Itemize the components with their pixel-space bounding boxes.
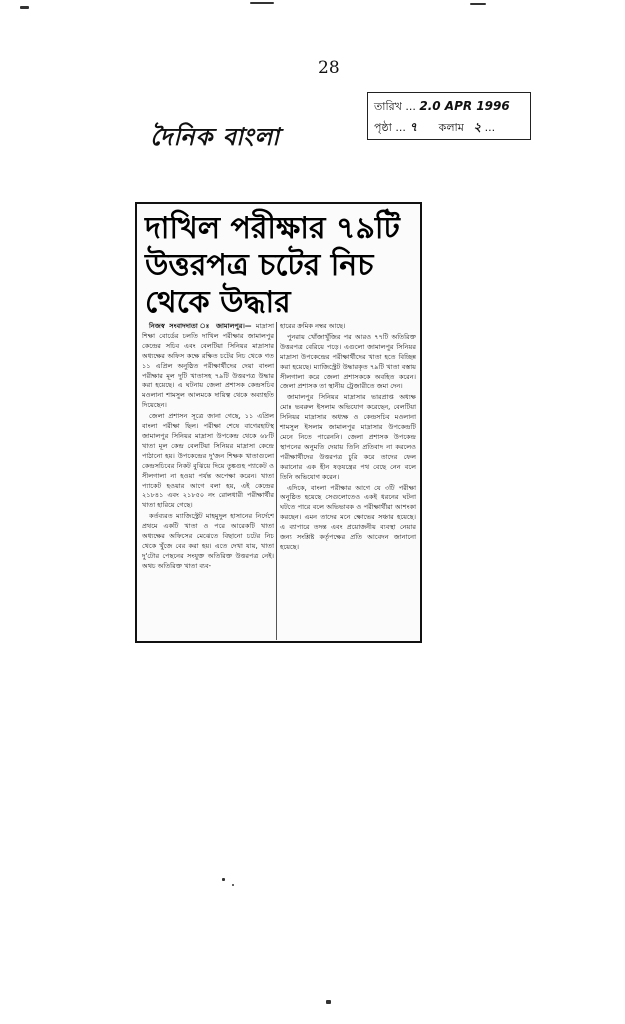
- stamp-page-label: পৃষ্ঠা: [374, 121, 392, 134]
- article-paragraph: এদিকে, বাংলা পরীক্ষার আগে যে ৩টি পরীক্ষা অনুষ্ঠিত হয়েছে সেগুলোতেও একই ধরনের ঘটনা ঘটতে পারে বলে অভিভাবক ও পরীক্ষার্থীরা আশংকা করছেন। এমন তাদের মনে ক্ষোভের সঞ্চার হয়েছে। এ ব্যাপারে তদন্ত এবং প্রয়োজনীয় ব্যবস্থা নেয়ার জন্য সংশ্লিষ্ট কর্তৃপক্ষের প্রতি আবেদন জানানো হয়েছে।: [280, 483, 416, 551]
- stamp-column-value: ২: [473, 120, 482, 134]
- scan-speck: [470, 3, 486, 5]
- scan-speck: [326, 1000, 331, 1004]
- article-paragraph-text: মাদ্রাসা শিক্ষা বোর্ডের চলতি দাখিল পরীক্ষার জামালপুর কেন্দ্রের সচিব এবং বেলটিয়া সিনিয়র মাদ্রাসার অধ্যক্ষের অফিস কক্ষে রক্ষিত চটের নিচ থেকে গত ১১ এপ্রিল অনুষ্ঠিত পরীক্ষার্থীদের দেয়া বাংলা পরীক্ষার মূল দুটি খাতাসহ ৭৯টি উত্তরপত্র উদ্ধার করা হয়েছে। এ ঘটনায় জেলা প্রশাসক কেন্দ্রসচিব মওলানা শামসুল আলমকে দায়িত্ব থেকে অব্যাহতি দিয়েছেন।: [142, 322, 274, 410]
- article-paragraph: [142, 322, 274, 411]
- headline-line: দাখিল পরীক্ষার ৭৯টি: [145, 211, 400, 246]
- stamp-date-line: তারিখ ... 2.0 APR 1996: [374, 99, 510, 113]
- article-dateline: নিজস্ব সংবাদদাতা ঃ জামালপুর।—: [149, 322, 252, 330]
- scan-speck: [232, 884, 234, 886]
- article-column-left: [142, 322, 274, 573]
- news-clipping: [135, 202, 422, 643]
- stamp-date-value: 2.0 APR 1996: [419, 99, 510, 113]
- article-paragraph: জামালপুর সিনিয়র মাদ্রাসার ভারপ্রাপ্ত অধ্যক্ষ মোঃ ভবরুল ইসলাম অভিযোগ করেছেন, বেলটিয়া সিনিয়র মাদ্রাসার অধ্যক্ষ ও কেন্দ্রসচিব মওলানা শামসুল ইসলাম জামালপুর মাদ্রাসার উপকেন্দ্রটি মেনে নিতে পারেননি। জেলা প্রশাসক উপকেন্দ্র স্থাপনের অনুমতি দেয়ায় তিনি প্রতিবাদ না করলেও পরীক্ষার্থীদের উত্তরপত্র চুরি করে তাদের ফেল করানোর এক হীন ষড়যন্ত্রের পথ বেছে নেন বলে তিনি অভিযোগ করেন।: [280, 393, 416, 481]
- scan-speck: [20, 6, 29, 9]
- newspaper-masthead: দৈনিক বাংলা: [150, 122, 281, 151]
- date-stamp: [367, 92, 531, 140]
- headline-line: উত্তরপত্র চটের নিচ: [145, 248, 374, 283]
- stamp-page-line: পৃষ্ঠা ... ৭ কলাম ২ ...: [374, 120, 496, 134]
- column-divider: [276, 322, 277, 640]
- stamp-column-label: কলাম: [438, 121, 464, 134]
- scan-speck: [222, 878, 225, 881]
- stamp-page-value: ৭: [409, 120, 418, 134]
- article-column-right: [280, 322, 416, 554]
- article-paragraph: কর্তব্যরত ম্যাজিস্ট্রেট মাহমুদুল হাসানের নির্দেশে প্রথমে একটি খাতা ও পরে আরেকটি খাতা অধ্যক্ষের অফিসের মেঝেতে বিছানো চটের নিচ থেকে খুঁজে বের করা হয়। এতে দেখা যায়, খাতা দু'টোর পেছনের সংযুক্ত অতিরিক্ত উত্তরপত্র নেই। অথচ অতিরিক্ত খাতা ব্যব-: [142, 512, 274, 570]
- stamp-date-label: তারিখ: [374, 100, 402, 113]
- article-paragraph: জেলা প্রশাসন সূত্রে জানা গেছে, ১১ এপ্রিল বাংলা পরীক্ষা ছিল। পরীক্ষা শেষে বাগেরহাটস্থ জামালপুর সিনিয়র মাদ্রাসা উপকেন্দ্র থেকে ৬৮টি খাতা মূল কেন্দ্র বেলটিয়া সিনিয়র মাদ্রাসা কেন্দ্রে পাঠানো হয়। উপকেন্দ্রের দু'জন শিক্ষক খাতাগুলো কেন্দ্রসচিবের নিকট বুঝিয়ে দিয়ে তুঙ্কগুহ প্যাকেট ও সীলগালা না হওয়া পর্যন্ত অপেক্ষা করেন। খাতা প্যাকেট হওয়ার আগে বলা হয়, এই কেন্দ্রের ২১৮৪১ এবং ২১৮৫০ নং রোলধারী পরীক্ষার্থীর খাতা হারিয়ে গেছে।: [142, 412, 274, 510]
- article-headline: [145, 210, 415, 321]
- article-paragraph: পুনরায় খোঁজাখুঁজির পর আরও ৭৭টি অতিরিক্ত উত্তরপত্র বেরিয়ে পড়ে। এগুলো জামালপুর সিনিয়র মাদ্রাসা উপকেন্দ্রের পরীক্ষার্থীদের খাতা হতে বিচ্ছিন্ন করা হয়েছে। ম্যাজিস্ট্রেট উদ্ধারকৃত ৭৯টি খাতা বস্তায় সীলগালা করে জেলা প্রশাসককে অবহিত করেন। জেলা প্রশাসক তা স্থানীয় ট্রেজারীতে জমা দেন।: [280, 332, 416, 391]
- page-number: 28: [318, 58, 340, 78]
- scan-speck: [250, 2, 274, 4]
- headline-line: থেকে উদ্ধার: [145, 285, 291, 320]
- article-paragraph: হারের ক্রমিক নম্বর আছে।: [280, 322, 346, 330]
